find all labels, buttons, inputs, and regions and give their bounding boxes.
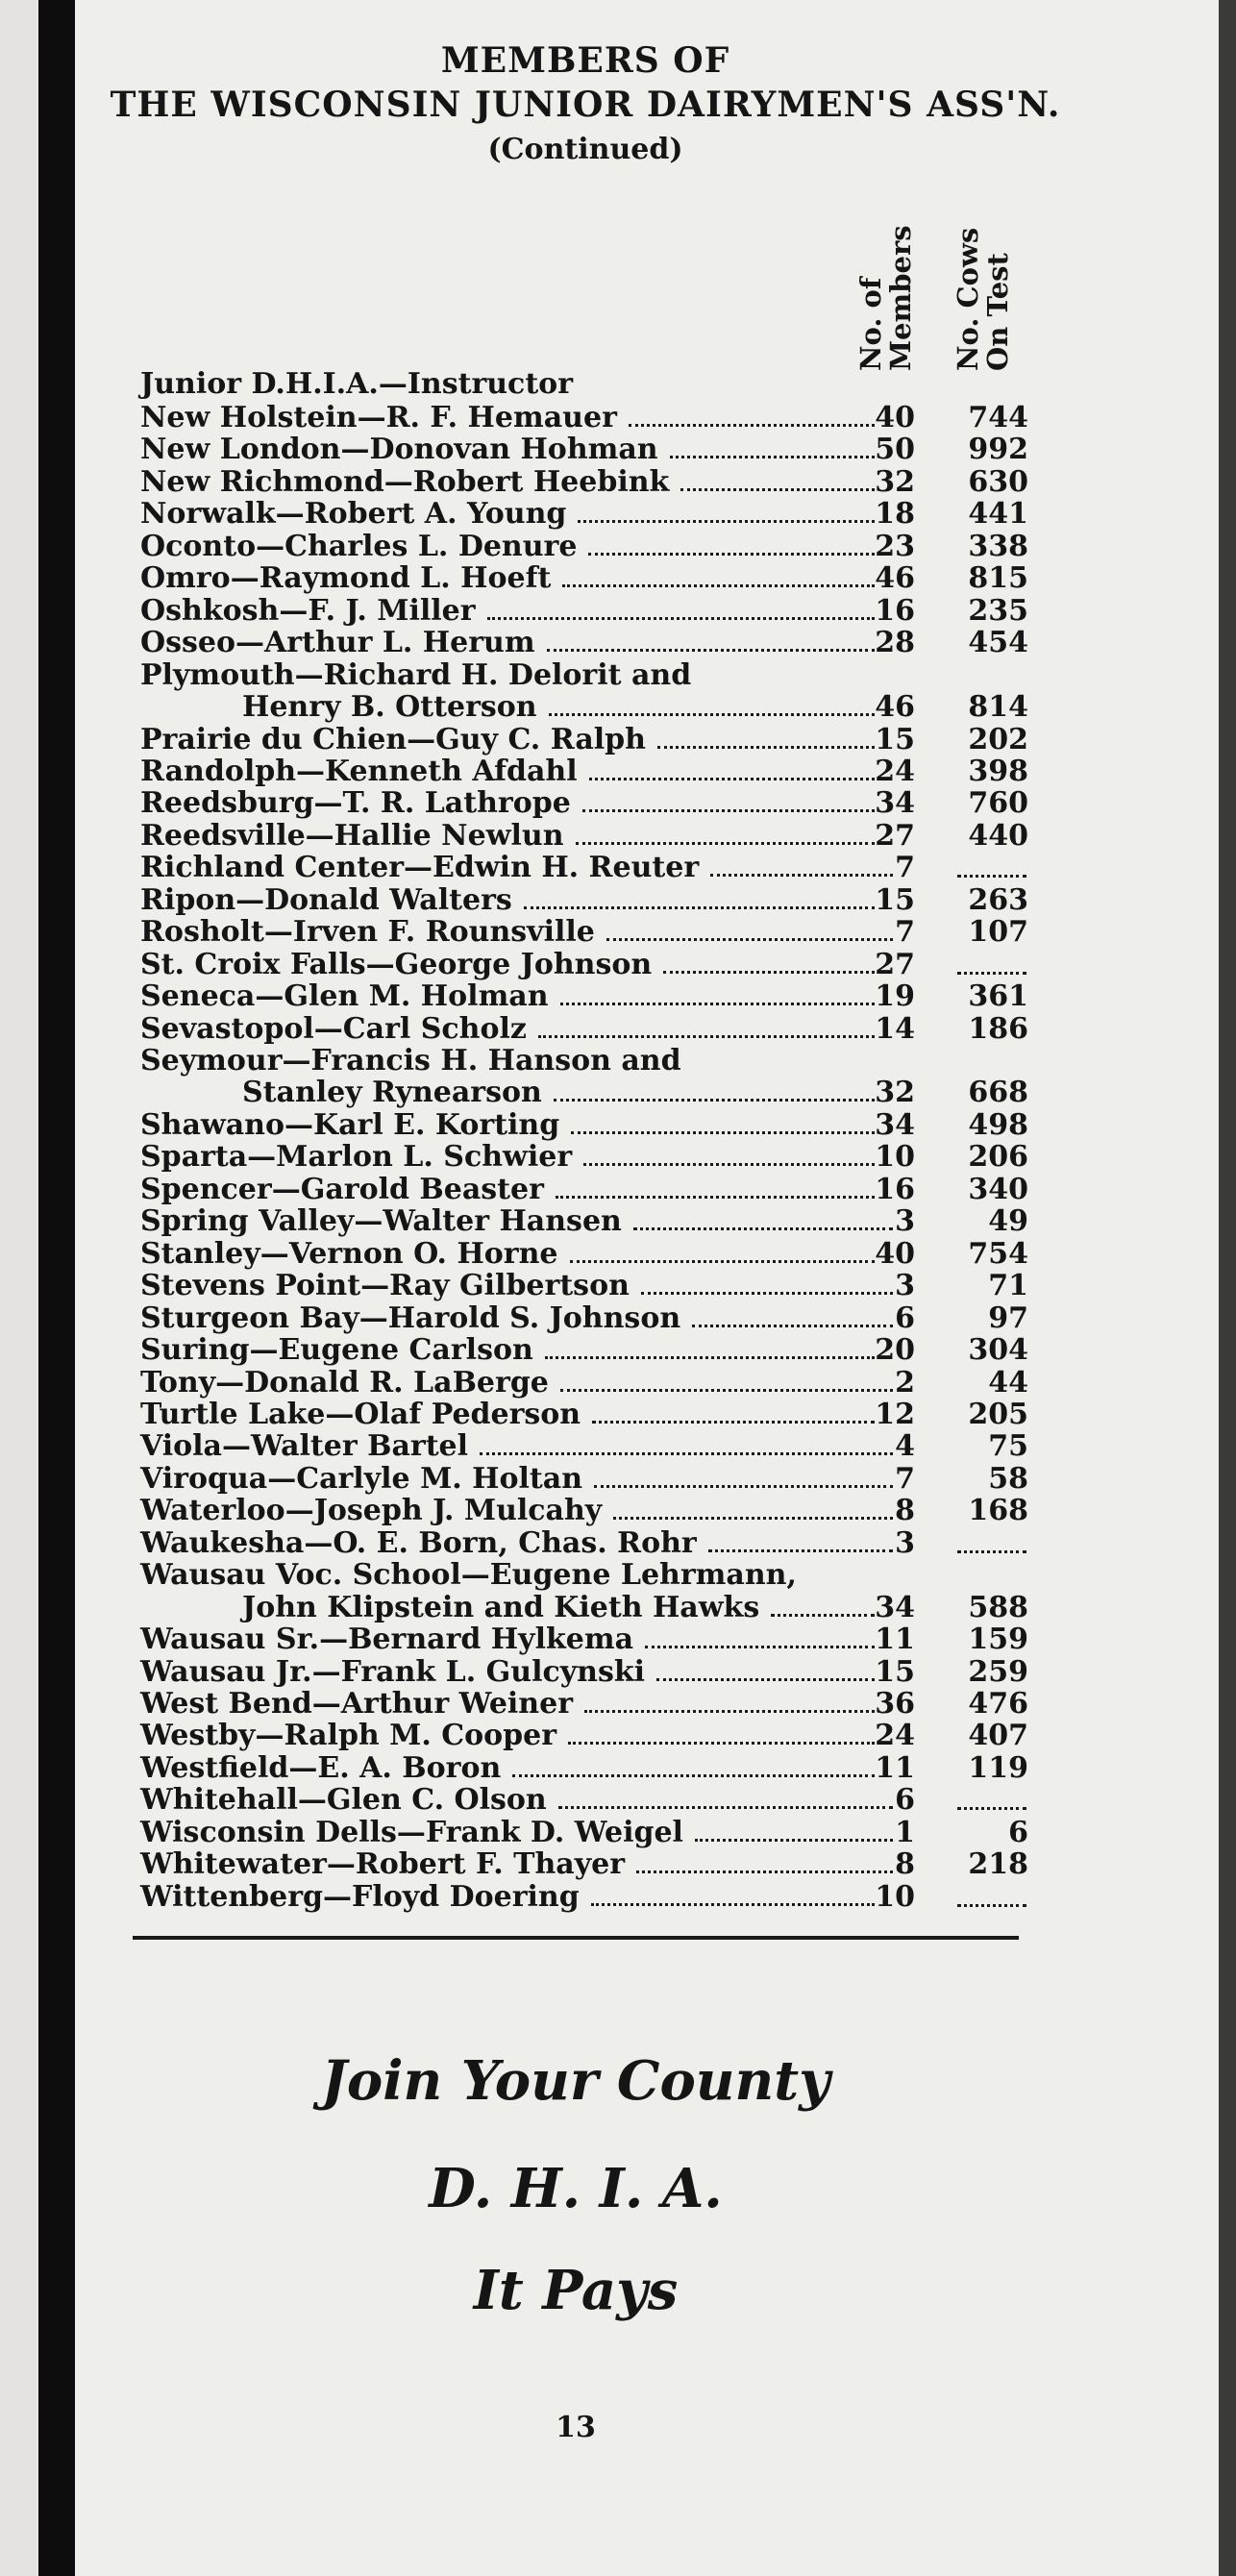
cows-count: 340 xyxy=(968,1172,1028,1206)
cows-count: 440 xyxy=(968,818,1028,853)
member-name: Prairie du Chien—Guy C. Ralph xyxy=(140,722,646,756)
member-count: 3 xyxy=(895,1525,915,1560)
cows-count: 205 xyxy=(968,1397,1028,1431)
cows-count: 259 xyxy=(968,1654,1028,1689)
member-name: Wausau Sr.—Bernard Hylkema xyxy=(140,1622,634,1657)
cows-count: 992 xyxy=(968,433,1028,467)
cows-count: 71 xyxy=(988,1269,1028,1303)
table-row xyxy=(0,1623,1057,1656)
member-count: 6 xyxy=(895,1783,915,1818)
cows-count: 159 xyxy=(968,1622,1028,1657)
member-count: 50 xyxy=(875,433,915,467)
member-count: 15 xyxy=(875,882,915,917)
table-row xyxy=(0,1238,1057,1271)
member-name: Wittenberg—Floyd Doering xyxy=(140,1879,580,1914)
table-row xyxy=(0,1013,1057,1046)
member-name: West Bend—Arthur Weiner xyxy=(140,1687,573,1721)
column-header-members-line1: No. of xyxy=(854,277,887,371)
member-count: 3 xyxy=(895,1269,915,1303)
member-name: Reedsville—Hallie Newlun xyxy=(140,818,564,853)
slogan-line-2: D. H. I. A. xyxy=(429,2157,723,2220)
member-count: 27 xyxy=(875,818,915,853)
table-row xyxy=(0,1559,1057,1592)
table-row xyxy=(0,1752,1057,1785)
table-row xyxy=(0,1592,1057,1624)
table-row xyxy=(0,1817,1057,1849)
member-count: 10 xyxy=(875,1879,915,1914)
member-count: 16 xyxy=(875,593,915,628)
cows-count: 588 xyxy=(968,1590,1028,1624)
column-header-cows-line1: No. Cows xyxy=(952,227,984,371)
table-row xyxy=(0,1430,1057,1463)
page-edge xyxy=(1219,0,1236,2576)
member-name: Turtle Lake—Olaf Pederson xyxy=(140,1397,581,1431)
table-row xyxy=(0,1463,1057,1496)
cows-count: 6 xyxy=(1008,1815,1028,1849)
member-count: 28 xyxy=(875,626,915,660)
table-row xyxy=(0,755,1057,788)
table-row xyxy=(0,1367,1057,1399)
member-name: Stevens Point—Ray Gilbertson xyxy=(140,1269,630,1303)
title-continued: (Continued) xyxy=(487,133,683,166)
member-name: Seneca—Glen M. Holman xyxy=(140,979,549,1014)
member-name: Westby—Ralph M. Cooper xyxy=(140,1719,557,1753)
cows-count: 119 xyxy=(968,1750,1028,1785)
cows-count: 754 xyxy=(968,1236,1028,1271)
dot-leader xyxy=(524,906,875,909)
column-header-cows xyxy=(953,228,1013,371)
cows-count: 168 xyxy=(968,1494,1028,1528)
member-name: Sevastopol—Carl Scholz xyxy=(140,1011,527,1046)
member-count: 32 xyxy=(875,1076,915,1110)
dot-leader xyxy=(538,1035,875,1038)
member-name: Stanley Rynearson xyxy=(242,1076,542,1110)
cows-count: 44 xyxy=(988,1365,1028,1399)
cows-count: 498 xyxy=(968,1107,1028,1142)
member-count: 24 xyxy=(875,754,915,788)
member-name: Sparta—Marlon L. Schwier xyxy=(140,1140,573,1175)
column-header-cows-line2: On Test xyxy=(981,253,1014,371)
table-row xyxy=(0,916,1057,949)
member-name: Viola—Walter Bartel xyxy=(140,1429,469,1464)
member-count: 16 xyxy=(875,1172,915,1206)
member-name: Henry B. Otterson xyxy=(242,690,537,725)
table-row xyxy=(0,466,1057,499)
table-row xyxy=(0,1784,1057,1817)
member-name: Oshkosh—F. J. Miller xyxy=(140,593,476,628)
column-header-members-line2: Members xyxy=(884,225,917,371)
cows-count: 454 xyxy=(968,626,1028,660)
table-row xyxy=(0,1495,1057,1527)
page-number: 13 xyxy=(556,2411,596,2444)
cows-count: 58 xyxy=(988,1461,1028,1496)
table-row xyxy=(0,1109,1057,1142)
member-count: 11 xyxy=(875,1750,915,1785)
section-title: Junior D.H.I.A.—Instructor xyxy=(140,367,573,401)
cows-count: 441 xyxy=(968,497,1028,532)
table-row xyxy=(0,691,1057,724)
member-name: Wausau Voc. School—Eugene Lehrmann, xyxy=(140,1558,797,1593)
cows-count: 107 xyxy=(968,915,1028,950)
title-line-1: MEMBERS OF xyxy=(440,40,730,81)
member-name: Seymour—Francis H. Hanson and xyxy=(140,1044,681,1077)
member-count: 20 xyxy=(875,1333,915,1368)
member-name: Waukesha—O. E. Born, Chas. Rohr xyxy=(140,1525,697,1560)
dot-leader xyxy=(512,1774,875,1777)
table-row xyxy=(0,1848,1057,1881)
slogan-line-1: Join Your County xyxy=(321,2049,830,2113)
table-row xyxy=(0,1720,1057,1752)
member-name: Norwalk—Robert A. Young xyxy=(140,497,567,532)
cows-count: 668 xyxy=(968,1076,1028,1110)
cows-count: 75 xyxy=(988,1429,1028,1464)
member-name: Reedsburg—T. R. Lathrope xyxy=(140,786,571,821)
cows-count: 186 xyxy=(968,1011,1028,1046)
member-name: Oconto—Charles L. Denure xyxy=(140,529,578,563)
member-name: Whitehall—Glen C. Olson xyxy=(140,1783,547,1818)
member-count: 32 xyxy=(875,464,915,499)
table-row xyxy=(0,531,1057,563)
column-header-members xyxy=(856,225,916,371)
member-count: 18 xyxy=(875,497,915,532)
member-name: New Holstein—R. F. Hemauer xyxy=(140,401,617,434)
member-count: 36 xyxy=(875,1687,915,1721)
cows-count: 760 xyxy=(968,786,1028,821)
cows-count: 235 xyxy=(968,593,1028,628)
member-count: 46 xyxy=(875,561,915,596)
table-row xyxy=(0,820,1057,853)
member-count: 10 xyxy=(875,1140,915,1175)
table-row xyxy=(0,949,1057,981)
member-name: St. Croix Falls—George Johnson xyxy=(140,947,653,981)
member-name: Westfield—E. A. Boron xyxy=(140,1750,502,1785)
table-row xyxy=(0,884,1057,917)
table-row xyxy=(0,980,1057,1013)
cows-count: 304 xyxy=(968,1333,1028,1368)
table-row xyxy=(0,1077,1057,1109)
member-name: Suring—Eugene Carlson xyxy=(140,1333,533,1368)
member-name: Waterloo—Joseph J. Mulcahy xyxy=(140,1494,603,1528)
table-row xyxy=(0,1045,1057,1077)
member-count: 14 xyxy=(875,1011,915,1046)
cows-count: 361 xyxy=(968,979,1028,1014)
table-row xyxy=(0,627,1057,659)
member-count: 23 xyxy=(875,529,915,563)
table-row xyxy=(0,1527,1057,1560)
table-row xyxy=(0,562,1057,595)
member-count: 34 xyxy=(875,1590,915,1624)
cows-count: 202 xyxy=(968,722,1028,756)
member-name: Ripon—Donald Walters xyxy=(140,882,512,917)
member-count: 8 xyxy=(895,1847,915,1882)
member-count: 1 xyxy=(895,1815,915,1849)
table-row xyxy=(0,1881,1057,1914)
table-row xyxy=(0,1399,1057,1431)
member-name: Tony—Donald R. LaBerge xyxy=(140,1365,549,1399)
table-row xyxy=(0,659,1057,692)
cows-count: 338 xyxy=(968,529,1028,563)
member-count: 8 xyxy=(895,1494,915,1528)
divider-rule xyxy=(133,1936,1019,1940)
cows-count: 97 xyxy=(988,1300,1028,1335)
member-name: Shawano—Karl E. Korting xyxy=(140,1107,560,1142)
member-name: Richland Center—Edwin H. Reuter xyxy=(140,851,700,885)
member-name: Wisconsin Dells—Frank D. Weigel xyxy=(140,1815,683,1849)
table-row xyxy=(0,1270,1057,1302)
cows-count: 814 xyxy=(968,690,1028,725)
member-name: New Richmond—Robert Heebink xyxy=(140,464,670,499)
cows-count: 476 xyxy=(968,1687,1028,1721)
table-row xyxy=(0,1302,1057,1335)
table-row xyxy=(0,1656,1057,1689)
member-count: 3 xyxy=(895,1204,915,1239)
table-row xyxy=(0,1174,1057,1206)
member-name: Spring Valley—Walter Hansen xyxy=(140,1204,622,1239)
member-count: 6 xyxy=(895,1300,915,1335)
table-row xyxy=(0,595,1057,628)
dot-leader xyxy=(487,617,875,620)
member-name: John Klipstein and Kieth Hawks xyxy=(242,1590,760,1624)
cows-count: 218 xyxy=(968,1847,1028,1882)
dot-leader xyxy=(547,649,875,652)
table-row xyxy=(0,852,1057,884)
table-row xyxy=(0,1205,1057,1238)
member-count: 19 xyxy=(875,979,915,1014)
member-count: 40 xyxy=(875,1236,915,1271)
title-line-2: THE WISCONSIN JUNIOR DAIRYMEN'S ASS'N. xyxy=(110,85,1061,125)
member-count: 7 xyxy=(895,851,915,885)
member-name: Whitewater—Robert F. Thayer xyxy=(140,1847,626,1882)
member-name: Sturgeon Bay—Harold S. Johnson xyxy=(140,1300,681,1335)
cows-count: 398 xyxy=(968,754,1028,788)
cows-count: 263 xyxy=(968,882,1028,917)
member-count: 4 xyxy=(895,1429,915,1464)
member-name: Omro—Raymond L. Hoeft xyxy=(140,561,552,596)
table-row xyxy=(0,1141,1057,1174)
member-count: 27 xyxy=(875,947,915,981)
table-row xyxy=(0,1688,1057,1721)
table-row xyxy=(0,402,1057,434)
table-row xyxy=(0,724,1057,756)
member-count: 15 xyxy=(875,1654,915,1689)
member-name: Spencer—Garold Beaster xyxy=(140,1172,544,1206)
member-count: 7 xyxy=(895,915,915,950)
table-row xyxy=(0,1334,1057,1367)
slogan-line-3: It Pays xyxy=(473,2259,679,2322)
table-row xyxy=(0,787,1057,820)
member-count: 12 xyxy=(875,1397,915,1431)
cows-count: 815 xyxy=(968,561,1028,596)
member-count: 46 xyxy=(875,690,915,725)
member-count: 2 xyxy=(895,1365,915,1399)
cows-count: 744 xyxy=(968,401,1028,434)
member-name: Plymouth—Richard H. Delorit and xyxy=(140,657,692,692)
cows-count: 630 xyxy=(968,464,1028,499)
member-count: 34 xyxy=(875,786,915,821)
member-count: 24 xyxy=(875,1719,915,1753)
member-count: 34 xyxy=(875,1107,915,1142)
member-name: Viroqua—Carlyle M. Holtan xyxy=(140,1461,583,1496)
cows-count: 407 xyxy=(968,1719,1028,1753)
table-row xyxy=(0,498,1057,531)
member-name: Randolph—Kenneth Afdahl xyxy=(140,754,578,788)
table-row xyxy=(0,433,1057,466)
member-name: New London—Donovan Hohman xyxy=(140,433,658,467)
member-name: Rosholt—Irven F. Rounsville xyxy=(140,915,595,950)
cows-count: 206 xyxy=(968,1140,1028,1175)
member-count: 11 xyxy=(875,1622,915,1657)
member-count: 7 xyxy=(895,1461,915,1496)
cows-count: 49 xyxy=(988,1204,1028,1239)
member-name: Osseo—Arthur L. Herum xyxy=(140,626,535,660)
member-count: 40 xyxy=(875,401,915,434)
member-count: 15 xyxy=(875,722,915,756)
member-name: Wausau Jr.—Frank L. Gulcynski xyxy=(140,1654,646,1689)
dot-leader xyxy=(545,1356,875,1359)
member-name: Stanley—Vernon O. Horne xyxy=(140,1236,558,1271)
